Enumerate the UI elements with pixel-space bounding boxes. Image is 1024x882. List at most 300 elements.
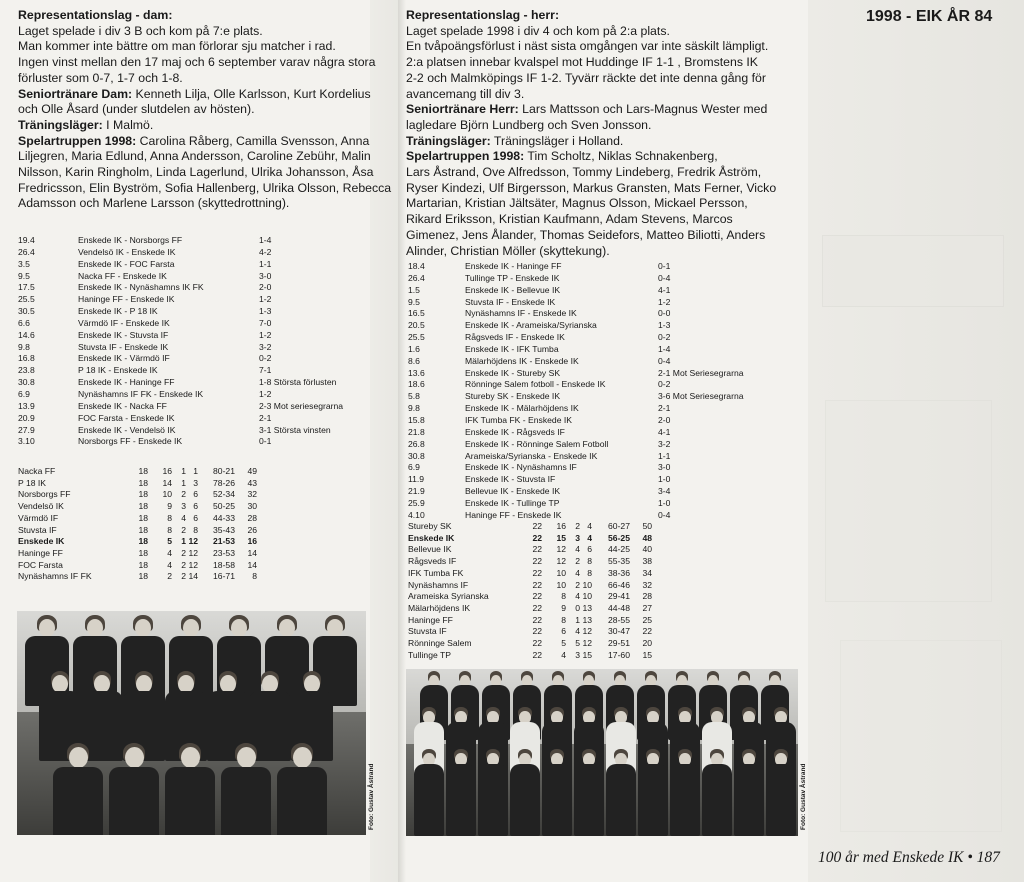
result-score: 4-1: [658, 284, 671, 295]
table-cell-played: 22: [532, 614, 542, 625]
result-date: 6.9: [408, 462, 420, 473]
table-cell-points: 40: [642, 544, 652, 555]
result-match: FOC Farsta - Enskede IK: [78, 412, 175, 423]
result-date: 21.8: [408, 426, 425, 437]
result-match: Enskede IK - Mälarhöjdens IK: [465, 403, 579, 414]
table-cell-points: 28: [247, 512, 257, 523]
table-cell-drawn: 2: [181, 524, 186, 535]
table-cell-goals: 78-26: [213, 477, 235, 488]
result-match: Rönninge Salem fotboll - Enskede IK: [465, 379, 606, 390]
table-cell-won: 14: [162, 477, 172, 488]
player-body: [766, 764, 796, 836]
result-score: 1-3: [658, 320, 671, 331]
result-score: 2-3 Mot seriesegrarna: [259, 400, 344, 411]
table-cell-team-name: FOC Farsta: [18, 559, 63, 570]
table-cell-drawn: 1: [181, 466, 186, 476]
table-cell-team-name: Norsborgs FF: [18, 489, 71, 500]
player-head: [181, 747, 200, 768]
result-row: [408, 498, 744, 510]
result-row: [408, 486, 744, 498]
table-cell-goals: 23-53: [213, 547, 235, 558]
table-cell-goals: 44-33: [213, 512, 235, 523]
men-camp: Träningsläger: Träningsläger i Holland.: [406, 133, 624, 148]
result-date: 9.8: [408, 403, 420, 414]
table-cell-played: 22: [532, 567, 542, 578]
table-cell-points: 25: [642, 614, 652, 625]
table-cell-drawn: 4: [575, 626, 580, 637]
table-cell-drawn: 2: [181, 547, 186, 558]
table-cell-lost: 6: [193, 489, 198, 500]
result-match: Enskede IK - Bellevue IK: [465, 284, 561, 295]
result-row: [408, 297, 744, 309]
table-cell-team-name: Enskede IK: [408, 532, 455, 543]
table-cell-lost: 10: [582, 579, 592, 590]
table-row: [18, 525, 257, 537]
result-row: [18, 342, 343, 354]
result-row: [408, 261, 744, 273]
table-cell-points: 43: [247, 477, 257, 488]
result-match: Enskede IK - P 18 IK: [78, 306, 158, 317]
player-body: [510, 764, 540, 836]
result-score: 3-4: [658, 486, 671, 497]
men-league-table: [408, 521, 652, 661]
result-date: 23.8: [18, 365, 35, 376]
women-coaches: Seniortränare Dam: Kenneth Lilja, Olle Karlsson, Kurt Kordelius: [18, 86, 371, 101]
table-cell-won: 12: [556, 556, 566, 567]
table-cell-points: 50: [642, 521, 652, 531]
ghost-photo: [825, 400, 992, 602]
result-score: 4-2: [259, 246, 272, 257]
result-date: 25.5: [408, 332, 425, 343]
table-row: [408, 533, 652, 545]
result-row: [408, 379, 744, 391]
table-row: [408, 568, 652, 580]
result-score: 2-1: [658, 403, 671, 414]
result-match: Stureby SK - Enskede IK: [465, 391, 561, 402]
men-results-list: [408, 261, 744, 522]
player-body: [702, 764, 732, 836]
result-date: 3.5: [18, 258, 30, 269]
table-cell-played: 22: [532, 638, 542, 649]
table-cell-drawn: 4: [181, 512, 186, 523]
table-cell-team-name: Rönninge Salem: [408, 638, 472, 649]
result-row: [408, 273, 744, 285]
table-cell-points: 34: [642, 567, 652, 578]
table-cell-team-name: Stureby SK: [408, 521, 452, 531]
table-cell-points: 27: [642, 602, 652, 613]
table-cell-lost: 14: [188, 571, 198, 582]
women-section: Representationslag - dam: Laget spelade i div 3 B och kom på 7:e plats. Man kommer inte bättre om man förlorar sju matcher i rad. Ingen vinst mellan den 17 maj och 6 september varav några stora förluster som 0-7, 1-7 och 1-8. Seniortränare Dam: Kenneth Lilja, Olle Karlsson, Kurt Kordelius och Olle Åsard (under slutdelen av hösten). Träningsläger: I Malmö. Spelartruppen 1998: Carolina Råberg, Camilla Svensson, Anna Liljegren, Maria Edlund, Anna Andersson, Caroline Zebühr, Malin Nilsson, Karin Ringholm, Linda Lagerlund, Ulrika Johansson, Åsa Fredricsson, Elin Byström, Sofia Hallenberg, Ulrika Olsson, Rebecca Adamsson och Marlene Larsson (skyttedrottning).: [18, 8, 398, 212]
player-body: [478, 764, 508, 836]
result-date: 26.4: [408, 272, 425, 283]
table-cell-goals: 29-51: [608, 638, 630, 649]
table-cell-team-name: P 18 IK: [18, 477, 47, 488]
player-head: [136, 675, 152, 693]
player-body: [670, 764, 700, 836]
result-score: 0-1: [259, 436, 272, 447]
table-cell-won: 9: [167, 501, 172, 512]
player-head: [237, 747, 256, 768]
result-row: [18, 436, 343, 448]
table-cell-points: 16: [247, 536, 257, 547]
result-match: Vendelsö IK - Enskede IK: [78, 246, 176, 257]
result-date: 30.8: [408, 450, 425, 461]
men-squad: Spelartruppen 1998: Tim Scholtz, Niklas Schnakenberg, Lars Åstrand, Ove Alfredsson, Tommy Lindeberg, Fredrik Åström, Ryser Kindezi, Ulf Birgersson, Markus Gransten, Mats Ferner, Vicko Martarian, Kristian Jältsäter, Magnus Olsson, Mickael Persson, Rikard Eriksson, Kristian Kaufmann, Adam Stevens, Marcos Gimenez, Jens Ålander, Thomas Seidefors, Matteo Biliotti, Anders Alinder, Christian Möller (skyttekung).: [406, 149, 777, 258]
table-cell-lost: 12: [188, 536, 198, 547]
player-head: [94, 675, 110, 693]
table-cell-played: 18: [138, 501, 148, 512]
men-team-photo: [406, 669, 798, 836]
table-cell-goals: 38-36: [608, 567, 630, 578]
table-cell-won: 4: [167, 559, 172, 570]
table-row: [408, 521, 652, 533]
table-cell-played: 18: [138, 536, 148, 547]
result-date: 6.6: [18, 317, 30, 328]
result-score: 0-2: [259, 353, 272, 364]
result-date: 26.4: [18, 246, 35, 257]
result-date: 5.8: [408, 391, 420, 402]
result-date: 14.6: [18, 329, 35, 340]
table-cell-points: 38: [642, 556, 652, 567]
result-score: 1-2: [259, 388, 272, 399]
table-cell-goals: 44-25: [608, 544, 630, 555]
table-cell-points: 14: [247, 547, 257, 558]
ghost-clipping: [822, 235, 1004, 307]
result-match: Haninge FF - Enskede IK: [78, 294, 175, 305]
table-cell-lost: 6: [587, 544, 592, 555]
table-cell-won: 8: [561, 614, 566, 625]
table-cell-points: 15: [642, 649, 652, 660]
result-date: 9.5: [408, 296, 420, 307]
result-date: 11.9: [408, 474, 425, 485]
result-match: Haninge FF - Enskede IK: [465, 509, 562, 520]
result-row: [18, 318, 343, 330]
table-cell-lost: 4: [587, 521, 592, 531]
result-match: Enskede IK - Nacka FF: [78, 400, 167, 411]
table-cell-goals: 35-43: [213, 524, 235, 535]
table-cell-lost: 8: [193, 524, 198, 535]
result-score: 1-3: [259, 306, 272, 317]
women-heading: Representationslag - dam:: [18, 8, 173, 22]
result-match: Tullinge TP - Enskede IK: [465, 272, 560, 283]
table-cell-goals: 30-47: [608, 626, 630, 637]
table-cell-played: 22: [532, 556, 542, 567]
result-match: Enskede IK - Rågsveds IF: [465, 426, 565, 437]
result-row: [408, 344, 744, 356]
player-body: [734, 764, 764, 836]
table-cell-goals: 21-53: [213, 536, 235, 547]
result-date: 30.5: [18, 306, 35, 317]
result-match: Stuvsta IF - Enskede IK: [78, 341, 169, 352]
player-head: [220, 675, 236, 693]
table-cell-points: 20: [642, 638, 652, 649]
result-score: 1-4: [259, 235, 272, 245]
table-row: [18, 536, 257, 548]
result-row: [18, 294, 343, 306]
table-cell-played: 18: [138, 489, 148, 500]
result-score: 2-1 Mot Seriesegrarna: [658, 367, 744, 378]
table-cell-played: 18: [138, 571, 148, 582]
table-cell-team-name: Nynäshamns IF FK: [18, 571, 92, 582]
result-row: [18, 282, 343, 294]
page-footer: 100 år med Enskede IK • 187: [818, 849, 1000, 866]
result-score: 0-2: [658, 379, 671, 390]
men-photo-credit: Foto: Gustav Åstrand: [800, 763, 807, 830]
table-row: [18, 489, 257, 501]
result-score: 3-2: [259, 341, 272, 352]
player-body: [165, 767, 215, 835]
result-match: Enskede IK - Nynäshamns IK FK: [78, 282, 204, 293]
table-row: [18, 501, 257, 513]
result-row: [408, 391, 744, 403]
table-cell-played: 18: [138, 512, 148, 523]
table-cell-won: 4: [561, 649, 566, 660]
result-score: 3-6 Mot Seriesegrarna: [658, 391, 744, 402]
table-cell-team-name: Rågsveds IF: [408, 556, 457, 567]
player-body: [606, 764, 636, 836]
result-date: 18.4: [408, 261, 425, 271]
result-row: [408, 427, 744, 439]
table-cell-points: 28: [642, 591, 652, 602]
player-head: [125, 747, 144, 768]
player-body: [221, 767, 271, 835]
table-cell-goals: 16-71: [213, 571, 235, 582]
result-match: Enskede IK - Nynäshamns IF: [465, 462, 577, 473]
result-date: 4.10: [408, 509, 425, 520]
table-cell-played: 18: [138, 477, 148, 488]
table-cell-goals: 50-25: [213, 501, 235, 512]
result-match: Enskede IK - Haninge FF: [465, 261, 562, 271]
table-cell-played: 18: [138, 466, 148, 476]
result-score: 4-1: [658, 426, 671, 437]
table-cell-goals: 17-60: [608, 649, 630, 660]
table-cell-drawn: 0: [575, 602, 580, 613]
result-match: Värmdö IF - Enskede IK: [78, 317, 170, 328]
result-date: 30.8: [18, 377, 35, 388]
table-cell-drawn: 4: [575, 544, 580, 555]
player-body: [277, 767, 327, 835]
table-cell-goals: 44-48: [608, 602, 630, 613]
table-cell-played: 22: [532, 532, 542, 543]
table-cell-points: 26: [247, 524, 257, 535]
result-match: Enskede IK - FOC Farsta: [78, 258, 175, 269]
result-score: 3-2: [658, 438, 671, 449]
result-match: Arameiska/Syrianska - Enskede IK: [465, 450, 598, 461]
table-cell-lost: 8: [587, 567, 592, 578]
table-cell-drawn: 1: [181, 477, 186, 488]
men-section: Representationslag - herr: Laget spelade 1998 i div 4 och kom på 2:a plats. En tvåpoängsförlust i näst sista omgången var inte säskilt lämpligt. 2:a platsen innebar kvalspel mot Huddinge IF 1-1 , Bromstens IK 2-2 och Malmköpings IF 1-2. Tyvärr räckte det inte denna gång för avancemang till div 3. Seniortränare Herr: Lars Mattsson och Lars-Magnus Wester med lagledare Björn Lundberg och Sven Jonsson. Träningsläger: Träningsläger i Holland. Spelartruppen 1998: Tim Scholtz, Niklas Schnakenberg, Lars Åstrand, Ove Alfredsson, Tommy Lindeberg, Fredrik Åström, Ryser Kindezi, Ulf Birgersson, Markus Gransten, Mats Ferner, Vicko Martarian, Kristian Jältsäter, Magnus Olsson, Mickael Persson, Rikard Eriksson, Kristian Kaufmann, Adam Stevens, Marcos Gimenez, Jens Ålander, Thomas Seidefors, Matteo Biliotti, Anders Alinder, Christian Möller (skyttekung).: [406, 8, 806, 259]
result-match: Enskede IK - Tullinge TP: [465, 497, 560, 508]
table-cell-team-name: Haninge FF: [18, 547, 63, 558]
result-row: [408, 368, 744, 380]
result-row: [18, 365, 343, 377]
women-camp: Träningsläger: I Malmö.: [18, 117, 154, 132]
table-cell-lost: 13: [582, 614, 592, 625]
table-cell-points: 14: [247, 559, 257, 570]
result-match: Enskede IK - Norsborgs FF: [78, 235, 183, 245]
result-match: Enskede IK - Stuvsta IF: [465, 474, 556, 485]
table-cell-drawn: 4: [575, 567, 580, 578]
table-cell-won: 4: [167, 547, 172, 558]
result-score: 1-2: [658, 296, 671, 307]
result-date: 13.9: [18, 400, 35, 411]
table-cell-drawn: 3: [575, 649, 580, 660]
result-score: 3-0: [658, 462, 671, 473]
table-cell-team-name: Värmdö IF: [18, 512, 59, 523]
player-head: [52, 675, 68, 693]
result-row: [408, 474, 744, 486]
result-score: 1-2: [259, 294, 272, 305]
result-match: Enskede IK - Vendelsö IK: [78, 424, 176, 435]
men-summary: Laget spelade 1998 i div 4 och kom på 2:a plats. En tvåpoängsförlust i näst sista omgången var inte säskilt lämpligt. 2:a platsen innebar kvalspel mot Huddinge IF 1-1 , Bromstens IK 2-2 och Malmköpings IF 1-2. Tyvärr räckte det inte denna gång för avancemang till div 3.: [406, 23, 769, 101]
page-header-title: 1998 - EIK ÅR 84: [866, 8, 993, 25]
player-body: [53, 767, 103, 835]
table-cell-goals: 56-25: [608, 532, 630, 543]
result-date: 1.5: [408, 284, 420, 295]
table-cell-played: 18: [138, 547, 148, 558]
table-cell-points: 30: [247, 501, 257, 512]
table-cell-won: 8: [167, 512, 172, 523]
table-cell-played: 22: [532, 591, 542, 602]
result-date: 15.8: [408, 414, 425, 425]
result-date: 19.4: [18, 235, 35, 245]
table-cell-drawn: 3: [181, 501, 186, 512]
result-date: 9.5: [18, 270, 30, 281]
result-match: Nynäshamns IF FK - Enskede IK: [78, 388, 204, 399]
result-match: Enskede IK - Värmdö IF: [78, 353, 170, 364]
table-row: [408, 626, 652, 638]
women-photo-credit: Foto: Gustav Åstrand: [368, 763, 375, 830]
table-cell-drawn: 2: [181, 489, 186, 500]
table-cell-won: 5: [167, 536, 172, 547]
table-row: [408, 580, 652, 592]
result-row: [18, 235, 343, 247]
table-cell-played: 18: [138, 524, 148, 535]
table-cell-lost: 13: [582, 602, 592, 613]
player-body: [446, 764, 476, 836]
table-cell-won: 16: [556, 521, 566, 531]
result-score: 7-0: [259, 317, 272, 328]
result-date: 8.6: [408, 355, 420, 366]
result-score: 0-4: [658, 355, 671, 366]
table-cell-lost: 12: [582, 626, 592, 637]
table-row: [408, 544, 652, 556]
table-cell-team-name: Enskede IK: [18, 536, 65, 547]
table-cell-played: 22: [532, 602, 542, 613]
result-row: [408, 332, 744, 344]
result-row: [18, 259, 343, 271]
table-row: [408, 638, 652, 650]
table-row: [18, 548, 257, 560]
table-cell-goals: 18-58: [213, 559, 235, 570]
player-head: [293, 747, 312, 768]
result-row: [18, 353, 343, 365]
table-cell-lost: 6: [193, 501, 198, 512]
table-cell-team-name: Bellevue IK: [408, 544, 452, 555]
table-row: [408, 591, 652, 603]
result-date: 20.9: [18, 412, 35, 423]
table-cell-team-name: IFK Tumba FK: [408, 567, 464, 578]
table-cell-goals: 55-35: [608, 556, 630, 567]
result-row: [18, 389, 343, 401]
table-cell-won: 5: [561, 638, 566, 649]
table-cell-lost: 10: [582, 591, 592, 602]
table-row: [18, 513, 257, 525]
table-row: [408, 556, 652, 568]
result-row: [18, 377, 343, 389]
table-cell-lost: 1: [193, 466, 198, 476]
result-date: 16.8: [18, 353, 35, 364]
table-cell-won: 16: [162, 466, 172, 476]
result-date: 20.5: [408, 320, 425, 331]
result-date: 9.8: [18, 341, 30, 352]
table-cell-team-name: Tullinge TP: [408, 649, 451, 660]
result-score: 0-0: [658, 308, 671, 319]
table-cell-points: 22: [642, 626, 652, 637]
result-date: 26.8: [408, 438, 425, 449]
result-match: Bellevue IK - Enskede IK: [465, 486, 561, 497]
table-row: [408, 650, 652, 662]
women-team-photo: [17, 611, 366, 835]
result-row: [408, 403, 744, 415]
result-match: Stuvsta IF - Enskede IK: [465, 296, 556, 307]
table-cell-won: 10: [556, 579, 566, 590]
player-head: [262, 675, 278, 693]
result-row: [18, 330, 343, 342]
result-score: 0-2: [658, 332, 671, 343]
table-row: [18, 478, 257, 490]
result-row: [18, 247, 343, 259]
table-cell-goals: 80-21: [213, 466, 235, 476]
table-cell-won: 8: [561, 591, 566, 602]
page-gutter: [398, 0, 406, 882]
women-summary: Laget spelade i div 3 B och kom på 7:e plats. Man kommer inte bättre om man förlorar sju matcher i rad. Ingen vinst mellan den 17 maj och 6 september varav några stora förluster som 0-7, 1-7 och 1-8.: [18, 23, 376, 85]
result-date: 16.5: [408, 308, 425, 319]
result-score: 1-8 Största förlusten: [259, 377, 337, 388]
result-row: [408, 415, 744, 427]
player-head: [304, 675, 320, 693]
table-row: [18, 571, 257, 583]
result-row: [408, 285, 744, 297]
result-row: [408, 510, 744, 522]
table-cell-lost: 4: [587, 532, 592, 543]
result-score: 1-4: [658, 343, 671, 354]
table-cell-won: 2: [167, 571, 172, 582]
result-score: 2-0: [259, 282, 272, 293]
result-score: 1-0: [658, 474, 671, 485]
table-cell-drawn: 1: [181, 536, 186, 547]
result-match: Nacka FF - Enskede IK: [78, 270, 167, 281]
result-date: 27.9: [18, 424, 35, 435]
result-score: 1-2: [259, 329, 272, 340]
table-cell-team-name: Haninge FF: [408, 614, 453, 625]
women-results-list: [18, 235, 343, 448]
table-cell-team-name: Mälarhöjdens IK: [408, 602, 471, 613]
table-cell-drawn: 1: [575, 614, 580, 625]
table-cell-lost: 6: [193, 512, 198, 523]
women-league-table: [18, 466, 257, 583]
result-row: [408, 439, 744, 451]
table-cell-drawn: 5: [575, 638, 580, 649]
result-match: Enskede IK - Rönninge Salem Fotboll: [465, 438, 609, 449]
table-cell-drawn: 2: [575, 579, 580, 590]
table-cell-team-name: Vendelsö IK: [18, 501, 64, 512]
player-body: [109, 767, 159, 835]
table-cell-played: 22: [532, 649, 542, 660]
table-row: [408, 603, 652, 615]
result-date: 3.10: [18, 436, 35, 447]
result-match: Enskede IK - Stuvsta IF: [78, 329, 169, 340]
